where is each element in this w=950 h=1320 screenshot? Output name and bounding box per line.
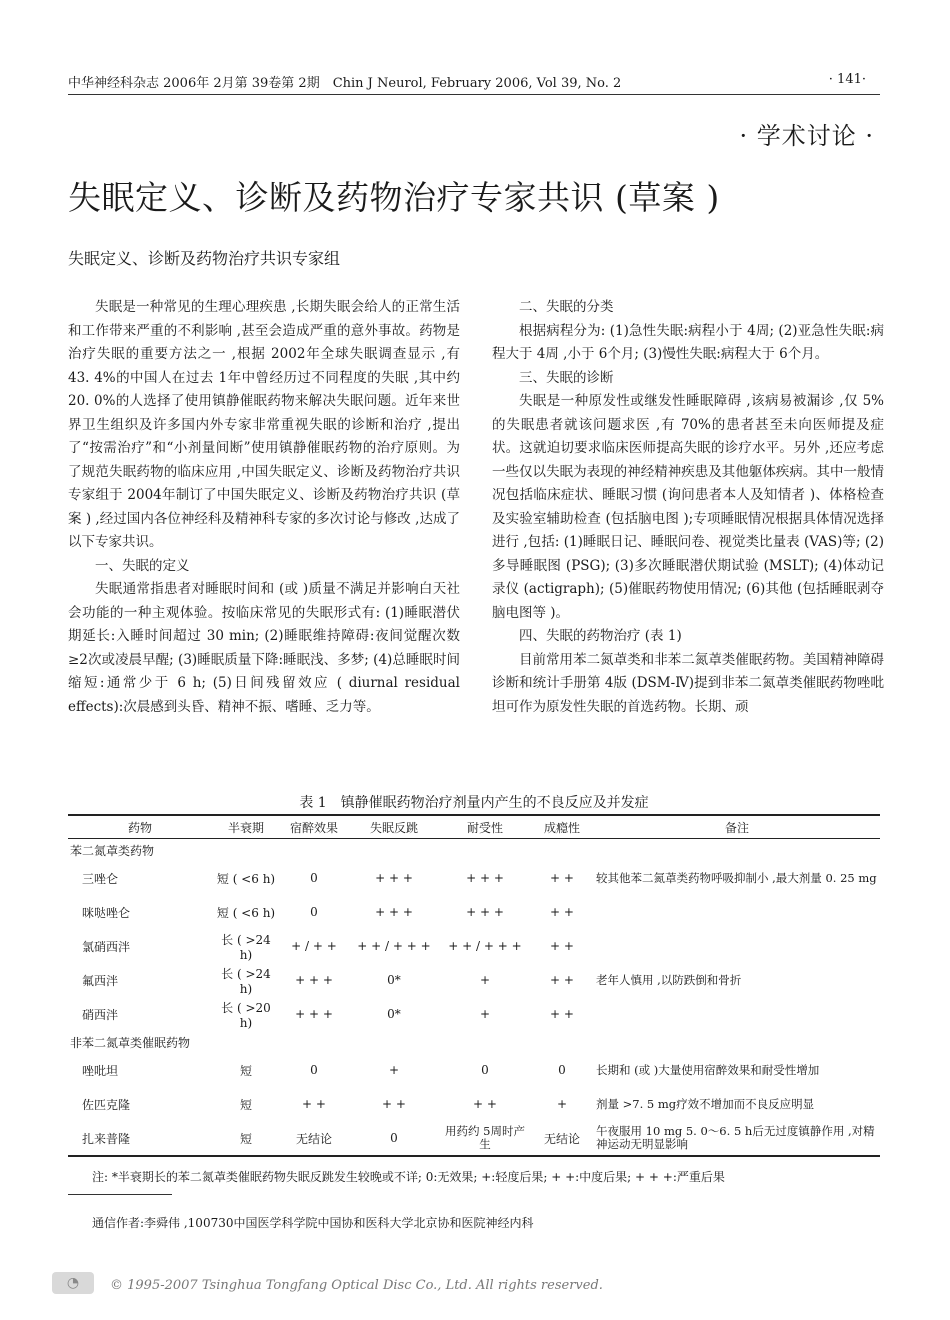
header-drug: 药物 [127, 820, 152, 835]
table-row [68, 963, 880, 997]
cell-rebound: 0* [387, 1007, 401, 1021]
cell-half-life: 短 [239, 1097, 252, 1112]
cell-addiction: 无结论 [543, 1131, 580, 1146]
cell-half-life: 短 ( <6 h) [216, 905, 276, 920]
cell-tolerance: + + [473, 1097, 497, 1111]
cell-hangover: 0 [310, 905, 318, 919]
intro-paragraph: 失眠是一种常见的生理心理疾患 ,长期失眠会给人的正常生活和工作带来严重的不利影响 ,甚至会造成严重的意外事故。药物是治疗失眠的重要方法之一 ,根据 2002年全球失眠调查显示 ,有 43. 4%的中国人在过去 1年中曾经历过不同程度的失眠 ,其中约 20. 0%的人选择了使用镇静催眠药物来解决失眠问题。近年来世界卫生组织及许多国内外专家非常重视失眠的诊断和治疗 ,提出了“按需治疗”和“小剂量间断”使用镇静催眠药物的治疗原则。为了规范失眠药物的临床应用 ,中国失眠定义、诊断及药物治疗共识专家组于 2004年制订了中国失眠定义、诊断及药物治疗共识 (草案 ) ,经过国内各位神经科及精神科专家的多次讨论与修改 ,达成了以下专家共识。 [68, 299, 460, 550]
table-row [68, 1087, 880, 1121]
treatment-paragraph: 目前常用苯二氮䓬类和非苯二氮䓬类催眠药物。美国精神障碍诊断和统计手册第 4版 (DSM-Ⅳ)提到非苯二氮䓬类催眠药物唑吡坦可作为原发性失眠的首选药物。长期、顽 [492, 651, 884, 715]
cell-half-life: 短 ( <6 h) [216, 871, 276, 886]
table-row [68, 929, 880, 963]
cell-rebound: + + + [375, 905, 413, 919]
section-heading-treatment: 四、失眠的药物治疗 (表 1) [519, 628, 682, 644]
cell-hangover: + + + [295, 973, 333, 987]
group-benzodiazepines: 苯二氮䓬类药物 [70, 843, 155, 858]
classification-paragraph: 根据病程分为: (1)急性失眠:病程小于 4周; (2)亚急性失眠:病程大于 4周 ,小于 6个月; (3)慢性失眠:病程大于 6个月。 [492, 322, 884, 362]
cell-half-life: 短 [239, 1131, 252, 1146]
table-row [68, 1121, 880, 1156]
cell-hangover: 0 [310, 871, 318, 885]
cell-tolerance: + [479, 1007, 491, 1021]
cell-tolerance: + + + [466, 905, 504, 919]
cell-remarks: 午夜服用 10 mg 5. 0～6. 5 h后无过度镇静作用 ,对精神运动无明显影响 [596, 1124, 875, 1151]
cell-addiction: + [556, 1097, 568, 1111]
cell-hangover: 0 [310, 1063, 318, 1077]
cell-addiction: 0 [558, 1063, 566, 1077]
table-row [68, 1053, 880, 1087]
cell-tolerance: 用药约 5周时产生 [445, 1124, 525, 1151]
cell-addiction: + + [550, 871, 574, 885]
cell-half-life: 长 ( >24 h) [221, 932, 271, 962]
left-column [68, 296, 460, 719]
header-remarks: 备注 [724, 820, 749, 835]
cell-rebound: 0* [387, 973, 401, 987]
copyright-notice: © 1995-2007 Tsinghua Tongfang Optical Disc Co., Ltd. All rights reserved. [110, 1278, 603, 1293]
cell-half-life: 短 [239, 1063, 252, 1078]
cell-remarks [594, 997, 880, 1031]
cell-remarks: 剂量 >7. 5 mg疗效不增加而不良反应明显 [596, 1096, 815, 1111]
cell-drug: 三唑仑 [82, 871, 119, 886]
cell-hangover: 无结论 [295, 1131, 332, 1146]
cell-remarks: 长期和 (或 )大量使用宿醉效果和耐受性增加 [596, 1062, 820, 1077]
section-heading-definition: 一、失眠的定义 [95, 557, 190, 574]
publisher-logo-icon: ◔ [52, 1272, 94, 1294]
cell-addiction: + + [550, 905, 574, 919]
cell-addiction: + + [550, 1007, 574, 1021]
cell-rebound: 0 [390, 1131, 398, 1145]
cell-drug: 扎来普隆 [82, 1131, 131, 1146]
header-hangover: 宿醉效果 [289, 820, 338, 835]
header-half-life: 半衰期 [227, 820, 264, 835]
drug-table [68, 814, 880, 1157]
cell-half-life: 长 ( >20 h) [221, 1000, 271, 1030]
group-non-benzodiazepines: 非苯二氮䓬类催眠药物 [70, 1035, 191, 1050]
cell-remarks [594, 929, 880, 963]
correspondence-author: 通信作者:李舜伟 ,100730中国医学科学院中国协和医科大学北京协和医院神经内科 [92, 1216, 534, 1230]
article-title: 失眠定义、诊断及药物治疗专家共识 (草案 ) [68, 178, 720, 217]
table-caption: 表 1 镇静催眠药物治疗剂量内产生的不良反应及并发症 [299, 795, 649, 811]
header-rebound: 失眠反跳 [369, 820, 418, 835]
section-heading-classification: 二、失眠的分类 [519, 299, 614, 315]
cell-drug: 氟西泮 [82, 973, 119, 988]
cell-drug: 氯硝西泮 [82, 939, 131, 954]
table-footnote: 注: *半衰期长的苯二氮䓬类催眠药物失眠反跳发生较晚或不详; 0:无效果; +:轻度后果; + +:中度后果; + + +:严重后果 [92, 1170, 725, 1184]
header-divider [68, 94, 880, 95]
header-addiction: 成瘾性 [543, 820, 580, 835]
cell-drug: 硝西泮 [82, 1007, 119, 1022]
table-header-row [68, 815, 880, 839]
diagnosis-paragraph: 失眠是一种原发性或继发性睡眠障碍 ,该病易被漏诊 ,仅 5%的失眠患者就该问题求医 ,有 70%的患者甚至未向医师提及症状。这就迫切要求临床医师提高失眠的诊疗水平。另外 ,还应考虑一些仅以失眠为表现的神经精神疾患及其他躯体疾病。其中一般情况包括临床症状、睡眠习惯 (询问患者本人及知情者 )、体格检查及实验室辅助检查 (包括脑电图 );专项睡眠情况根据具体情况选择进行 ,包括: (1)睡眠日记、睡眠问卷、视觉类比量表 (VAS)等; (2)多导睡眠图 (PSG); (3)多次睡眠潜伏期试验 (MSLT); (4)体动记录仪 (actigraph); (5)催眠药物使用情况; (6)其他 (包括睡眠剥夺脑电图等 )。 [492, 393, 884, 621]
footnote-divider [68, 1194, 172, 1195]
section-tag: · 学术讨论 · [739, 122, 874, 150]
journal-header: 中华神经科杂志 2006年 2月第 39卷第 2期 Chin J Neurol, February 2006, Vol 39, No. 2 [68, 76, 622, 91]
cell-rebound: + + [382, 1097, 406, 1111]
cell-rebound: + + + [375, 871, 413, 885]
cell-remarks: 老年人慎用 ,以防跌倒和骨折 [596, 972, 742, 987]
cell-tolerance: + + + [466, 871, 504, 885]
page-number: · 141· [828, 72, 866, 87]
cell-addiction: + + [550, 939, 574, 953]
cell-hangover: + / + + [291, 939, 337, 953]
header-tolerance: 耐受性 [466, 820, 503, 835]
cell-tolerance: 0 [481, 1063, 489, 1077]
cell-tolerance: + [479, 973, 491, 987]
cell-addiction: + + [550, 973, 574, 987]
cell-remarks: 较其他苯二氮䓬类药物呼吸抑制小 ,最大剂量 0. 25 mg [596, 870, 877, 885]
cell-drug: 唑吡坦 [82, 1063, 119, 1078]
cell-hangover: + + [302, 1097, 326, 1111]
cell-drug: 佐匹克隆 [82, 1097, 131, 1112]
table-row [68, 861, 880, 895]
cell-rebound: + [388, 1063, 400, 1077]
table-group-row [68, 839, 880, 862]
table-row [68, 895, 880, 929]
cell-tolerance: + + / + + + [448, 939, 522, 953]
table-row [68, 997, 880, 1031]
cell-drug: 咪哒唑仑 [82, 905, 131, 920]
section-heading-diagnosis: 三、失眠的诊断 [519, 369, 614, 386]
cell-remarks [594, 895, 880, 929]
article-authors: 失眠定义、诊断及药物治疗共识专家组 [68, 249, 341, 268]
definition-paragraph: 失眠通常指患者对睡眠时间和 (或 )质量不满足并影响白天社会功能的一种主观体验。按临床常见的失眠形式有: (1)睡眠潜伏期延长:入睡时间超过 30 min; (2)睡眠维持障碍:夜间觉醒次数 ≥2次或凌晨早醒; (3)睡眠质量下降:睡眠浅、多梦; (4)总睡眠时间缩短:通常少于 6 h; (5)日间残留效应 ( diurnal residual effects):次晨感到头昏、精神不振、嗜睡、乏力等。 [68, 581, 460, 715]
cell-hangover: + + + [295, 1007, 333, 1021]
table-group-row [68, 1031, 880, 1053]
cell-rebound: + + / + + + [357, 939, 431, 953]
right-column [492, 296, 884, 719]
cell-half-life: 长 ( >24 h) [221, 966, 271, 996]
